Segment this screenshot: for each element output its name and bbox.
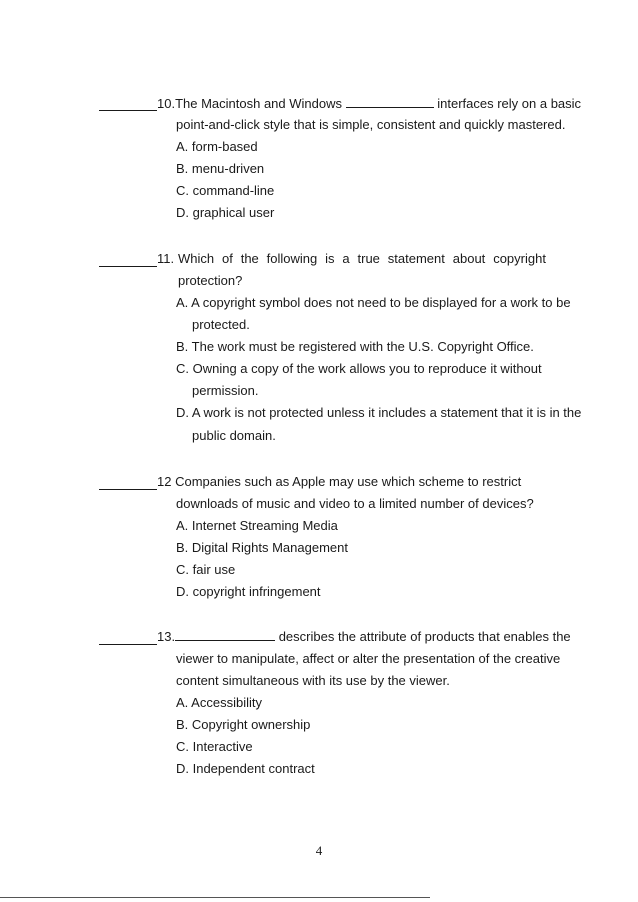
footer-rule bbox=[0, 897, 430, 898]
question-stem: interfaces rely on a basic bbox=[437, 96, 582, 111]
question-stem: The Macintosh and Windows bbox=[175, 96, 342, 111]
option-a: A. Internet Streaming Media bbox=[176, 518, 338, 533]
option-c: C. command-line bbox=[176, 183, 275, 198]
option-b: B. Copyright ownership bbox=[176, 717, 311, 732]
question-stem: downloads of music and video to a limited number of devices? bbox=[176, 496, 534, 511]
question-number: 11. bbox=[157, 251, 175, 266]
question-stem: Companies such as Apple may use which scheme to restrict bbox=[175, 474, 522, 489]
option-a: protected. bbox=[192, 317, 250, 332]
option-b: B. menu-driven bbox=[176, 161, 265, 176]
option-d: public domain. bbox=[192, 428, 276, 443]
option-a: A. form-based bbox=[176, 139, 258, 154]
option-d: D. Independent contract bbox=[176, 761, 315, 776]
page-number: 4 bbox=[315, 843, 323, 858]
answer-blank[interactable] bbox=[99, 473, 157, 490]
question-stem: content simultaneous with its use by the viewer. bbox=[176, 673, 450, 688]
fill-in-blank[interactable] bbox=[175, 628, 275, 641]
question-stem: viewer to manipulate, affect or alter the presentation of the creative bbox=[176, 651, 561, 666]
fill-in-blank[interactable] bbox=[346, 95, 434, 108]
question-stem: point-and-click style that is simple, consistent and quickly mastered. bbox=[176, 117, 566, 132]
option-d: D. A work is not protected unless it includes a statement that it is in the bbox=[176, 405, 582, 420]
answer-blank[interactable] bbox=[99, 250, 157, 267]
question-stem: describes the attribute of products that enables the bbox=[278, 629, 571, 644]
option-a: A. A copyright symbol does not need to be displayed for a work to be bbox=[176, 295, 571, 310]
question-stem: Which of the following is a true statement about copyright bbox=[178, 251, 546, 266]
option-c: C. Interactive bbox=[176, 739, 253, 754]
option-b: B. Digital Rights Management bbox=[176, 540, 348, 555]
question-number: 13. bbox=[157, 629, 176, 644]
answer-blank[interactable] bbox=[99, 628, 157, 645]
option-d: D. copyright infringement bbox=[176, 584, 321, 599]
question-stem: protection? bbox=[178, 273, 243, 288]
option-c: C. fair use bbox=[176, 562, 236, 577]
question-number: 12 bbox=[157, 474, 172, 489]
option-d: D. graphical user bbox=[176, 205, 275, 220]
option-c: permission. bbox=[192, 383, 259, 398]
option-c: C. Owning a copy of the work allows you to reproduce it without bbox=[176, 361, 542, 376]
option-b: B. The work must be registered with the U.S. Copyright Office. bbox=[176, 339, 534, 354]
question-number: 10. bbox=[157, 96, 176, 111]
option-a: A. Accessibility bbox=[176, 695, 262, 710]
answer-blank[interactable] bbox=[99, 94, 157, 111]
